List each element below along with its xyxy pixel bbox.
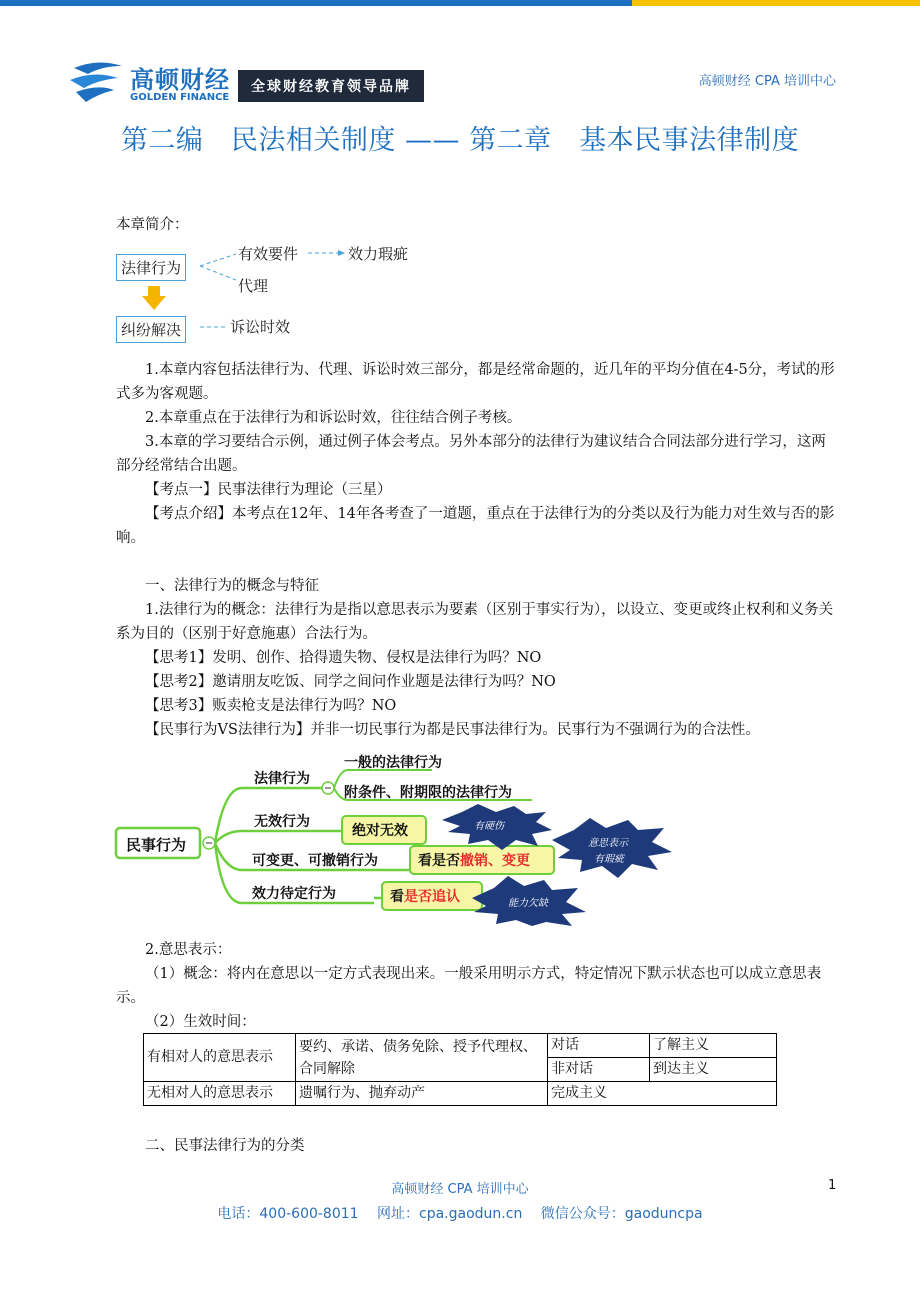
revoke-highlight: 撤销、变更	[460, 853, 530, 869]
paragraph-11: 2.意思表示：	[145, 942, 232, 958]
paragraph-1: 1.本章内容包括法律行为、代理、诉讼时效三部分，都是经常命题的，近几年的平均分值在4-5分，考试的形式多为客观题。	[116, 362, 835, 402]
mindmap	[112, 748, 712, 926]
table-cell: 完成主义	[548, 1082, 777, 1106]
mindmap-branch-legal: 法律行为	[254, 771, 310, 787]
paragraph-13: （2）生效时间：	[145, 1014, 256, 1030]
logo-cn-text: 高顿财经	[130, 66, 230, 94]
header-right-text: 高顿财经 CPA 培训中心	[698, 74, 836, 89]
ratify-prefix: 看	[390, 889, 404, 905]
table-row	[144, 1082, 777, 1106]
mindmap-leaf-revoke	[418, 850, 530, 870]
paragraph-10: 【民事行为VS法律行为】并非一切民事行为都是民事法律行为。民事行为不强调行为的合法性。	[145, 722, 760, 738]
star-label-intent-1: 意思表示	[588, 838, 628, 849]
intro-label: 本章简介：	[116, 217, 189, 233]
table-cell: 非对话	[548, 1058, 650, 1082]
logo-en-text: GOLDEN FINANCE	[130, 92, 230, 103]
table-cell: 了解主义	[650, 1034, 777, 1058]
mindmap-branch-voidable: 可变更、可撤销行为	[252, 853, 378, 869]
star-label-defect: 有硬伤	[474, 821, 504, 832]
top-blue-bar	[0, 0, 640, 6]
table-cell: 要约、承诺、债务免除、授予代理权、合同解除	[296, 1034, 548, 1082]
footer-center: 高顿财经 CPA 培训中心	[391, 1182, 529, 1197]
star-label-intent-2: 有瑕疵	[594, 854, 624, 865]
paragraph-5: 【考点介绍】本考点在12年、14年各考查了一道题，重点在于法律行为的分类以及行为能力对生效与否的影响。	[116, 506, 835, 546]
table-cell: 遗嘱行为、抛弃动产	[296, 1082, 548, 1106]
paragraph-12: （1）概念：将内在意思以一定方式表现出来。一般采用明示方式，特定情况下默示状态也可以成立意思表示。	[116, 966, 822, 1006]
mindmap-root: 民事行为	[126, 836, 187, 854]
section-heading-2: 二、民事法律行为的分类	[145, 1138, 305, 1154]
ratify-highlight: 是否追认	[404, 889, 460, 905]
valid-elements-text: 有效要件	[238, 245, 299, 263]
slogan-banner: 全球财经教育领导品牌	[238, 70, 424, 102]
limitation-text: 诉讼时效	[230, 318, 291, 336]
top-yellow-bar	[632, 0, 920, 6]
footer-contact: 电话：400-600-8011 网址：cpa.gaodun.cn 微信公众号：gaoduncpa	[217, 1206, 703, 1222]
dispute-box: 纠纷解决	[116, 316, 186, 343]
mindmap-leaf-general: 一般的法律行为	[344, 755, 442, 771]
chapter-diagram	[112, 240, 432, 345]
paragraph-7: 【思考1】发明、创作、拾得遗失物、侵权是法律行为吗？NO	[145, 650, 542, 666]
paragraph-4: 【考点一】民事法律行为理论（三星）	[145, 482, 392, 498]
paragraph-9: 【思考3】贩卖枪支是法律行为吗？NO	[145, 698, 397, 714]
paragraph-2: 2.本章重点在于法律行为和诉讼时效，往往结合例子考核。	[145, 410, 522, 426]
table-cell: 对话	[548, 1034, 650, 1058]
paragraph-8: 【思考2】邀请朋友吃饭、同学之间问作业题是法律行为吗？NO	[145, 674, 556, 690]
logo	[68, 56, 238, 108]
star-label-capacity: 能力欠缺	[508, 898, 548, 909]
table-row	[144, 1034, 777, 1058]
mindmap-leaf-conditional: 附条件、附期限的法律行为	[344, 785, 512, 801]
table-cell: 有相对人的意思表示	[144, 1034, 296, 1082]
mindmap-branch-pending: 效力待定行为	[252, 886, 336, 902]
agency-text: 代理	[238, 277, 269, 295]
revoke-prefix: 看是否	[418, 853, 460, 869]
paragraph-3: 3.本章的学习要结合示例，通过例子体会考点。另外本部分的法律行为建议结合合同法部分进行学习，这两部分经常结合出题。	[116, 434, 826, 474]
page-title: 第二编 民法相关制度 —— 第二章 基本民事法律制度	[120, 125, 800, 156]
mindmap-branch-void: 无效行为	[254, 814, 310, 830]
section-heading-1: 一、法律行为的概念与特征	[145, 578, 319, 594]
table-cell: 到达主义	[650, 1058, 777, 1082]
legal-act-box: 法律行为	[116, 254, 186, 281]
paragraph-6: 1.法律行为的概念：法律行为是指以意思表示为要素（区别于事实行为），以设立、变更或终止权利和义务关系为目的（区别于好意施惠）合法行为。	[116, 602, 834, 642]
mindmap-leaf-ratify	[390, 886, 460, 906]
table-cell: 无相对人的意思表示	[144, 1082, 296, 1106]
defects-text: 效力瑕疵	[348, 245, 409, 263]
logo-mark-icon	[68, 58, 126, 106]
effect-time-table	[143, 1033, 777, 1106]
page-number: 1	[828, 1178, 837, 1193]
mindmap-leaf-absolute-void: 绝对无效	[352, 823, 408, 839]
